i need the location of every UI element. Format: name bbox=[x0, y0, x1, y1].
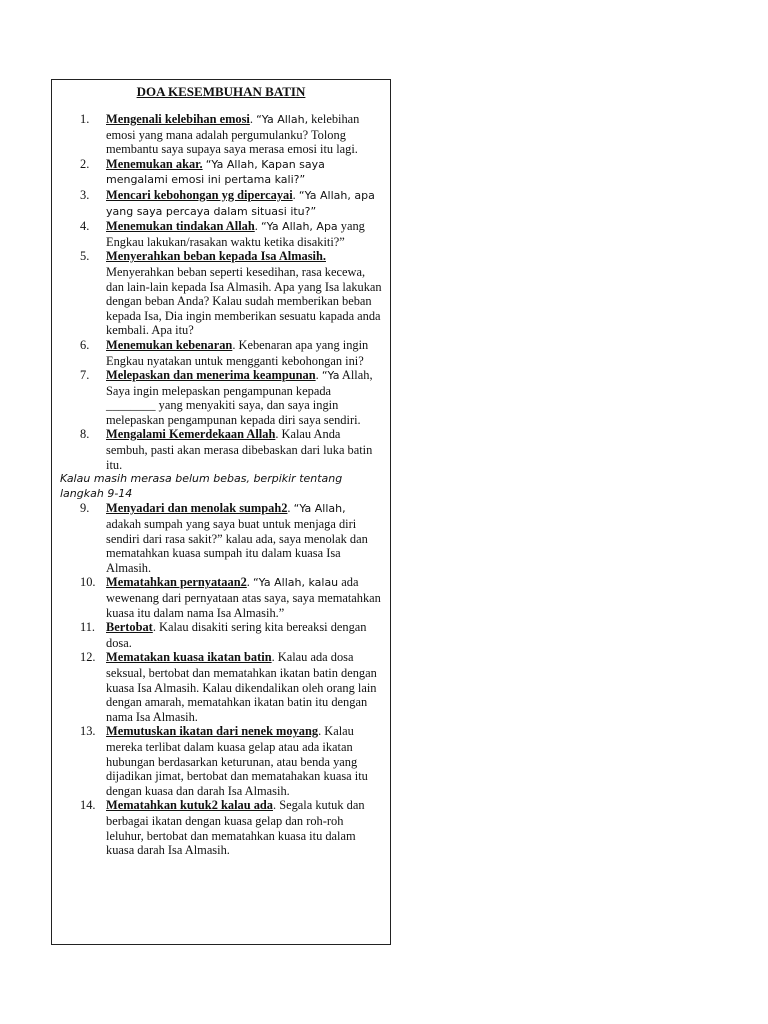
item-heading-punct: . bbox=[275, 427, 282, 442]
item-text: Allah, Saya ingin melepaskan pengampunan kepada ________ yang menyakiti saya, dan saya ingin melepaskan pengampunan kepada diri saya sendiri. bbox=[106, 368, 373, 427]
item-heading-punct: . bbox=[272, 798, 280, 813]
item-text: yang Engkau lakukan/rasakan waktu ketika disakiti?” bbox=[106, 219, 365, 249]
item-text: Kebenaran apa yang ingin Engkau nyatakan untuk mengganti kebohongan ini? bbox=[106, 337, 369, 368]
document-frame bbox=[51, 79, 391, 945]
item-text: Kalau ada dosa seksual, bertobat dan mematahkan ikatan batin dengan kuasa Isa Almasih. Kalau dikendalikan oleh orang lain dengan amarah, mematahkan ikatan batin itu dengan nama Isa Almasih. bbox=[106, 650, 377, 724]
list-item bbox=[52, 338, 390, 368]
item-number: 10. bbox=[80, 575, 96, 590]
item-quote: “Ya Allah, Apa bbox=[260, 220, 338, 234]
item-text: ada wewenang dari pernyataan atas saya, saya mematahkan kuasa itu dalam nama Isa Almasih.” bbox=[106, 575, 381, 620]
item-heading-punct: . bbox=[315, 368, 322, 383]
item-heading: Melepaskan dan menerima keampunan bbox=[106, 368, 316, 383]
item-number: 12. bbox=[80, 650, 96, 665]
list-item bbox=[52, 157, 390, 188]
item-heading: Mencari kebohongan yg dipercayai bbox=[106, 187, 293, 202]
item-heading: Menemukan kebenaran bbox=[106, 337, 233, 352]
item-heading: Mematahkan kutuk2 kalau ada bbox=[106, 798, 273, 813]
item-heading: Menemukan akar. bbox=[106, 156, 203, 171]
list-item bbox=[52, 219, 390, 249]
italic-note: Kalau masih merasa belum bebas, berpikir tentang langkah 9-14 bbox=[60, 472, 343, 500]
item-heading-punct: . bbox=[249, 112, 257, 126]
item-number: 4. bbox=[80, 219, 90, 234]
item-heading-punct: . bbox=[246, 575, 253, 590]
item-text: Menyerahkan beban seperti kesedihan, rasa kecewa, dan lain-lain kepada Isa Almasih. Apa yang Isa lakukan dengan beban Anda? Kalau sudah memberikan beban kepada Isa, Dia ingin memberikan sesuatu kapada anda kembali. Apa itu? bbox=[106, 264, 382, 338]
item-heading: Mengalami Kemerdekaan Allah bbox=[106, 427, 276, 442]
item-number: 5. bbox=[80, 249, 90, 264]
list-item bbox=[52, 501, 390, 575]
item-heading-punct: . bbox=[287, 501, 294, 516]
item-number: 1. bbox=[80, 112, 90, 126]
item-heading-punct: . bbox=[318, 724, 325, 739]
item-text: adakah sumpah yang saya buat untuk menjaga diri sendiri dari rasa sakit?” kalau ada, saya menolak dan mematahkan kuasa sumpah itu dalam kuasa Isa Almasih. bbox=[106, 517, 368, 575]
list-item bbox=[52, 368, 390, 427]
item-heading: Bertobat bbox=[106, 620, 153, 635]
item-text: Kalau disakiti sering kita bereaksi dengan dosa. bbox=[106, 620, 367, 650]
item-heading-punct: . bbox=[271, 650, 278, 665]
item-heading: Menemukan tindakan Allah bbox=[106, 219, 255, 234]
list-item bbox=[52, 620, 390, 650]
item-number: 6. bbox=[80, 337, 90, 352]
item-heading-punct: . bbox=[152, 620, 160, 635]
item-quote: “Ya Allah, bbox=[256, 113, 309, 126]
item-heading-punct: . bbox=[254, 219, 261, 234]
item-quote: “Ya Allah, bbox=[293, 502, 346, 516]
item-quote: “Ya Allah, kalau bbox=[252, 576, 339, 590]
item-heading-punct: . bbox=[232, 337, 239, 352]
item-text: Segala kutuk dan berbagai ikatan dengan kuasa gelap dan roh-roh leluhur, bertobat dan mematahkan kuasa itu dalam kuasa darah Isa Almasih. bbox=[106, 798, 365, 858]
item-number: 13. bbox=[80, 724, 96, 739]
item-heading: Menyadari dan menolak sumpah2 bbox=[106, 501, 288, 516]
item-heading: Mematakan kuasa ikatan batin bbox=[106, 650, 272, 665]
item-number: 8. bbox=[80, 427, 90, 442]
item-quote: “Ya Allah, apa yang saya percaya dalam situasi itu?” bbox=[106, 188, 375, 218]
item-heading: Memutuskan ikatan dari nenek moyang bbox=[106, 724, 319, 739]
item-text: kelebihan emosi yang mana adalah pergumulanku? Tolong membantu saya supaya saya merasa emosi itu lagi. bbox=[106, 112, 360, 157]
item-heading-punct: . bbox=[292, 187, 299, 202]
list-item bbox=[52, 188, 390, 219]
list-item bbox=[52, 249, 390, 338]
item-number: 9. bbox=[80, 501, 90, 516]
item-number: 11. bbox=[80, 620, 96, 635]
item-quote: “Ya bbox=[321, 369, 340, 383]
item-number: 3. bbox=[80, 187, 90, 202]
prayer-steps-list bbox=[52, 112, 390, 858]
item-number: 2. bbox=[80, 156, 90, 171]
item-heading: Mematahkan pernyataan2 bbox=[106, 575, 247, 590]
item-number: 14. bbox=[80, 798, 96, 813]
item-text: Kalau mereka terlibat dalam kuasa gelap atau ada ikatan hubungan berdasarkan keturunan, atau benda yang dijadikan jimat, bertobat dan mematahakan kuasa itu dengan kuasa dan darah Isa Almasih. bbox=[106, 724, 368, 798]
list-item bbox=[52, 724, 390, 798]
page-title: DOA KESEMBUHAN BATIN bbox=[136, 84, 306, 99]
item-text: Kalau Anda sembuh, pasti akan merasa dibebaskan dari luka batin itu. bbox=[106, 427, 373, 472]
list-item bbox=[52, 427, 390, 472]
list-item bbox=[52, 650, 390, 724]
item-heading: Mengenali kelebihan emosi bbox=[106, 112, 250, 126]
list-item bbox=[52, 798, 390, 857]
list-item bbox=[52, 575, 390, 620]
item-heading: Menyerahkan beban kepada Isa Almasih. bbox=[106, 249, 326, 264]
item-number: 7. bbox=[80, 368, 90, 383]
list-item bbox=[52, 112, 390, 157]
item-quote: “Ya Allah, Kapan saya mengalami emosi ini pertama kali?” bbox=[106, 157, 325, 187]
